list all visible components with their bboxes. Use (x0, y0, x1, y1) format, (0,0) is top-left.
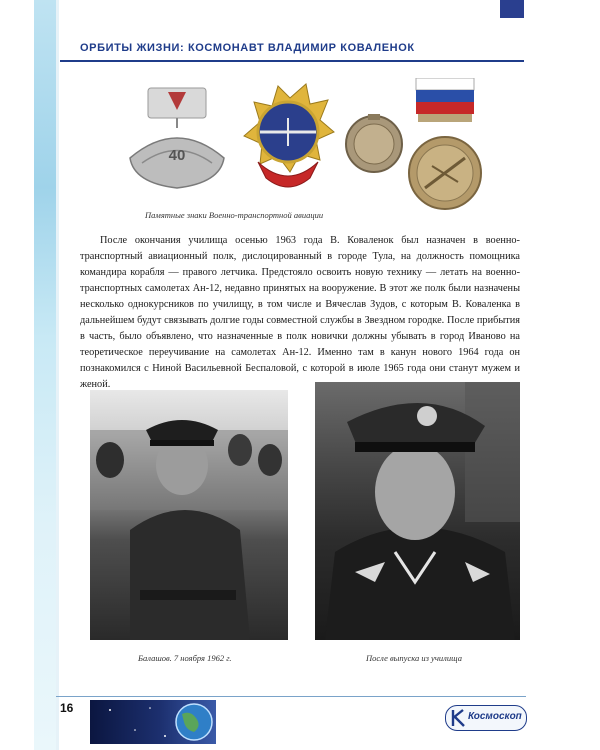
soldier-photo-left (90, 390, 288, 640)
badge-number: 40 (168, 147, 186, 164)
publisher-name: Космоскоп (468, 711, 522, 722)
tricolor-medal (409, 78, 481, 209)
earth-icon (90, 700, 216, 744)
page-header (60, 40, 524, 62)
photo-left-caption: Балашов. 7 ноября 1962 г. (138, 653, 232, 663)
badges-caption: Памятные знаки Военно-транспортной авиации (145, 210, 324, 220)
page-number: 16 (60, 701, 74, 715)
air-force-badge (244, 84, 334, 187)
footer-rule (56, 696, 526, 697)
header-rule (60, 60, 524, 62)
k-logo-icon (450, 708, 468, 728)
footer-space-banner (90, 700, 216, 744)
pilot-photo-right (315, 382, 520, 640)
commemorative-badge-40 (130, 88, 224, 188)
round-medal (346, 114, 402, 172)
photo-graduation (315, 382, 520, 640)
badges-image (120, 78, 490, 210)
side-decor-strip (34, 0, 56, 750)
header-title: ОРБИТЫ ЖИЗНИ: КОСМОНАВТ ВЛАДИМИР КОВАЛЕНОК (80, 42, 415, 54)
corner-accent-block (500, 0, 524, 18)
photo-balashov (90, 390, 288, 640)
publisher-logo (445, 705, 527, 731)
photo-right-caption: После выпуска из училища (366, 653, 462, 663)
article-paragraph: После окончания училища осенью 1963 года В. Коваленок был назначен в военно-транспортный авиационный полк, дислоцированный в городе Тула, на должность помощника командира корабля — правого летчика. Предстояло освоить новую технику — летать на военно-транспортных самолетах Ан-12, недавно принятых на вооружение. В этот же полк были назначены несколько однокурсников по училищу, в том числе и Вячеслав Зудов, с которым В. Коваленка в дальнейшем будут связывать долгие годы совместной службы в Звездном городке. После прибытия в часть, было объявлено, что назначенные в полк новички должны убывать в город Иваново на теоретическое переучивание на самолетах Ан-12. Именно там в канун нового 1964 года он познакомился с Ниной Васильевной Беспаловой, с которой в июле 1965 года они станут мужем и женой. (80, 235, 520, 390)
